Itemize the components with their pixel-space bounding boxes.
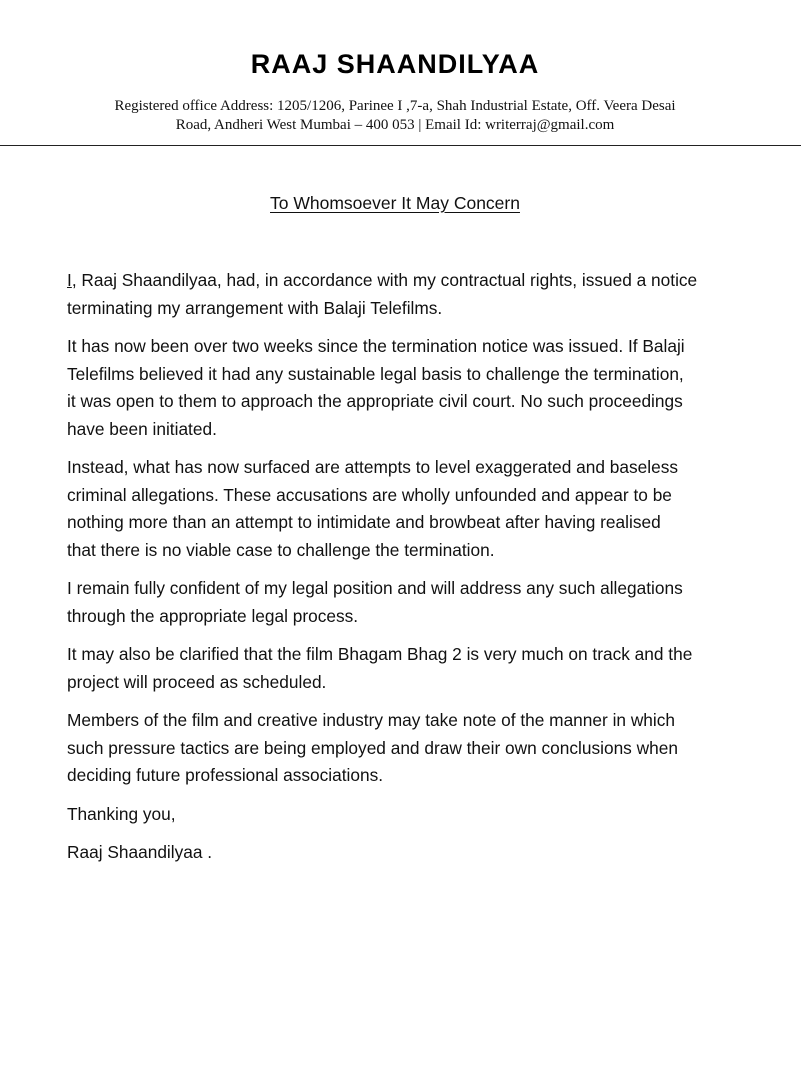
paragraph-3 — [67, 454, 727, 564]
paragraph-line: nothing more than an attempt to intimidate and browbeat after having realised — [67, 512, 661, 532]
paragraph-line: terminating my arrangement with Balaji Telefilms. — [67, 297, 443, 318]
signature-text: Raaj Shaandilyaa . — [67, 842, 213, 862]
paragraph-line: It has now been over two weeks since the termination notice was issued. If Balaji — [67, 336, 685, 356]
paragraph-5 — [67, 641, 727, 696]
paragraph-line: it was open to them to approach the appropriate civil court. No such proceedings — [67, 391, 683, 411]
paragraph-line: that there is no viable case to challenge the termination. — [67, 539, 495, 560]
closing-line — [67, 801, 727, 829]
underlined-initial: I — [67, 270, 72, 290]
paragraph-6 — [67, 707, 727, 790]
paragraph-line: such pressure tactics are being employed and draw their own conclusions when — [67, 737, 678, 758]
paragraph-line: project will proceed as scheduled. — [67, 671, 327, 692]
paragraph-4 — [67, 575, 727, 630]
paragraph-line: Members of the film and creative industry may take note of the manner in which — [67, 710, 676, 730]
signature-line — [67, 839, 727, 867]
letterhead-name: RAAJ SHAANDILYAA — [250, 49, 540, 79]
paragraph-line: Telefilms believed it had any sustainable legal basis to challenge the termination, — [67, 363, 684, 384]
address-line-2: Road, Andheri West Mumbai – 400 053 | Email Id: writerraj@gmail.com — [175, 117, 615, 133]
paragraph-line: Instead, what has now surfaced are attempts to level exaggerated and baseless — [67, 457, 678, 477]
paragraph-line: through the appropriate legal process. — [67, 605, 359, 626]
paragraph-line: have been initiated. — [67, 418, 217, 439]
paragraph-line: criminal allegations. These accusations are wholly unfounded and appear to be — [67, 484, 672, 505]
letterhead-divider — [0, 145, 801, 146]
closing-text: Thanking you, — [67, 803, 176, 824]
subject-heading — [0, 191, 790, 215]
paragraph-2 — [67, 333, 727, 443]
subject-text: To Whomsoever It May Concern — [270, 193, 520, 213]
paragraph-line — [67, 267, 727, 295]
paragraph-line: I remain fully confident of my legal position and will address any such allegations — [67, 578, 683, 598]
letterhead-address — [0, 97, 790, 135]
paragraph-1 — [67, 267, 727, 322]
paragraph-line: It may also be clarified that the film Bhagam Bhag 2 is very much on track and the — [67, 644, 693, 664]
address-line-1: Registered office Address: 1205/1206, Parinee I ,7-a, Shah Industrial Estate, Off. Veera Desai — [114, 98, 676, 114]
paragraph-line: deciding future professional associations. — [67, 765, 384, 785]
letter-body — [67, 267, 727, 878]
paragraph-line-text: , Raaj Shaandilyaa, had, in accordance with my contractual rights, issued a notice — [71, 270, 698, 290]
